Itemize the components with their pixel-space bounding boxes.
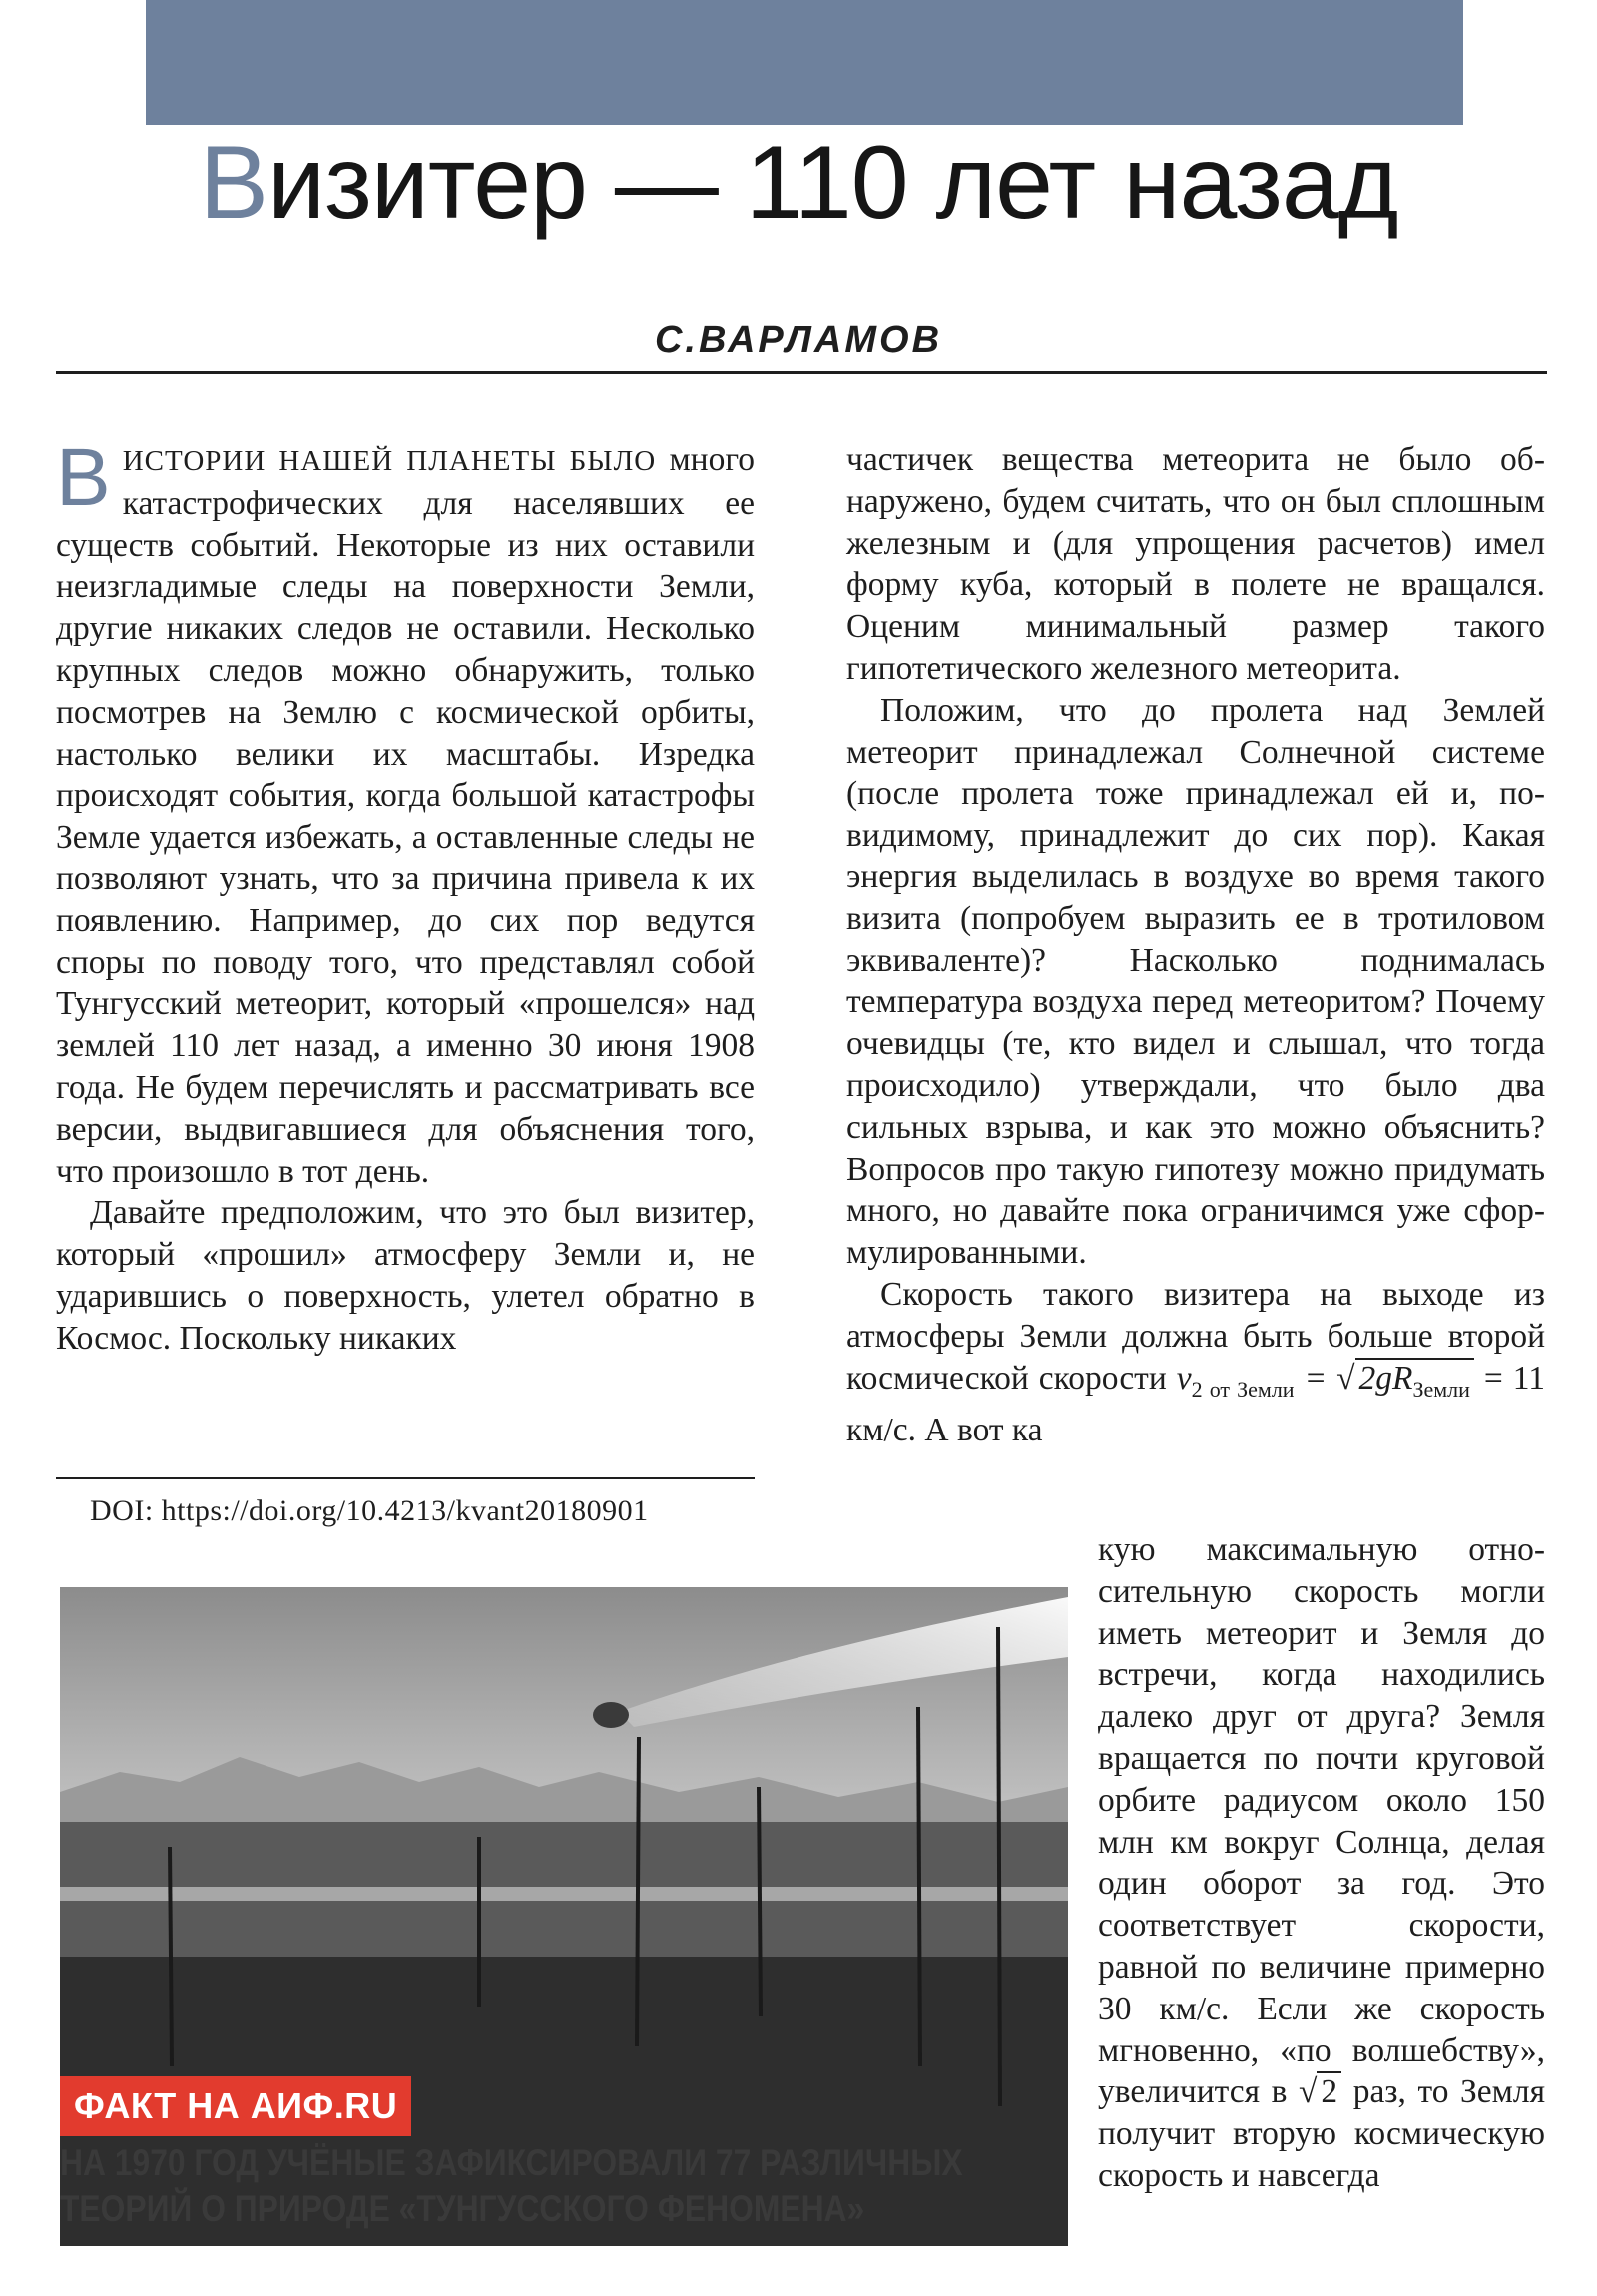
velocity-paragraph (846, 1274, 1545, 1451)
formula-variable: v (1176, 1359, 1192, 1397)
header-rule (56, 371, 1547, 374)
fact-tag: ФАКТ НА АИФ.RU (60, 2076, 411, 2136)
continued-paragraph: частичек вещества метеорита не было обнаружено, будем считать, что он был сплошным железным и (для упрощения расчетов) имел форму куба, который в полете не вращался. Оценим минимальный размер такого гипотетического железного метеорита. (846, 441, 1545, 687)
formula-radicand-subscript: Земли (1412, 1376, 1470, 1402)
title-text: изитер — 110 лет назад (266, 125, 1398, 241)
doi-rule (56, 1477, 755, 1479)
orbit-text: кую максимальную относительную скорость могли иметь метеорит и Земля до встречи, когда находились далеко друг от друга? Земля вращается по почти круговой орбите радиусом около 150 млн км вокруг Солнца, делая один оборот за год. Это соответствует скорости, равной по величине примерно 30 км/с. Если же скорость мгновенно, «по волшебству», увеличится в (1098, 1531, 1545, 2111)
article-title (0, 118, 1597, 248)
title-first-letter: В (199, 125, 267, 241)
sqrt-two-value: 2 (1317, 2071, 1341, 2110)
formula-radicand: 2gR (1358, 1359, 1413, 1397)
meteor (593, 1702, 629, 1728)
second-paragraph: Давайте предположим, что это был визитер, который «прошил» атмосферу Земли и, не ударившись о поверхность, улетел обратно в Космос. Поскольку никаких (56, 1194, 755, 1357)
sqrt-two: √ 2 (1299, 2071, 1341, 2110)
header-band (146, 0, 1463, 125)
velocity-text-end: А вот ка (916, 1412, 1043, 1449)
narrow-column (1098, 1529, 1545, 2197)
velocity-text: Скорость такого визитера на выходе из атмосферы Земли должна быть больше второй космической скорости (846, 1275, 1545, 1397)
drop-cap: В (56, 432, 111, 523)
questions-paragraph: Положим, что до пролета над Землей метеорит принадлежал Солнечной системе (после пролета тоже принадлежал ей и, по-видимому, принадлежит до сих пор). Какая энергия выделилась в воздухе во время такого визита (попробуем выразить ее в тротиловом эквиваленте)? Насколько поднималась температура воздуха перед метеоритом? Почему очевидцы (те, кто видел и слышал, что тогда происходило) утверждали, что было два сильных взрыва, и как это можно объяснить? Вопросов про такую гипотезу можно придумать много, но давайте пока ограничимся уже сформулированными. (846, 691, 1545, 1272)
marsh-water (60, 1887, 1068, 1901)
formula-result: = 11 км/с. (846, 1359, 1546, 1449)
formula-equals: = (1294, 1359, 1337, 1397)
opening-caps: ИСТОРИИ НАШЕЙ ПЛАНЕТЫ БЫЛО (122, 445, 657, 477)
left-column (56, 432, 755, 1360)
fact-caption: НА 1970 ГОД УЧЁНЫЕ ЗАФИКСИРОВАЛИ 77 РАЗЛИЧНЫХ ТЕОРИЙ О ПРИРОДЕ «ТУНГУССКОГО ФЕНОМЕНА» (60, 2142, 963, 2229)
intro-paragraph-text: много катастрофических для населявших ее существ событий. Некоторые из них оставили неизгладимые следы на поверхности Земли, другие никаких следов не оставили. Несколько крупных следов можно обнаружить, только посмотрев на Землю с космической орбиты, настолько велики их масштабы. Изредка происходят события, когда большой катастрофы Земле удается избежать, а оставленные следы не позволяют узнать, что за причина привела к их появлению. Например, до сих пор ведутся споры по поводу того, что представлял собой Тунгусский метеорит, который «прошелся» над землей 110 лет назад, а именно 30 июня 1908 года. Не будем перечислять и рассматривать все версии, выдвигавшиеся для объяснения того, что произошло в тот день. (56, 441, 755, 1190)
intro-paragraph (56, 432, 755, 1192)
orbit-paragraph (1098, 1529, 1545, 2197)
right-column (846, 439, 1545, 1451)
orbit-text-end: раз, то Земля получит вторую космическую скорость и навсегда (1098, 2073, 1545, 2194)
doi-link[interactable]: DOI: https://doi.org/10.4213/kvant20180901 (90, 1494, 649, 1527)
escape-velocity-formula (1176, 1359, 1474, 1402)
author-name: С.ВАРЛАМОВ (654, 319, 943, 361)
formula-subscript: 2 от Земли (1191, 1376, 1295, 1402)
sqrt-symbol: √ $2gR_{Земли}$ (1336, 1358, 1474, 1397)
